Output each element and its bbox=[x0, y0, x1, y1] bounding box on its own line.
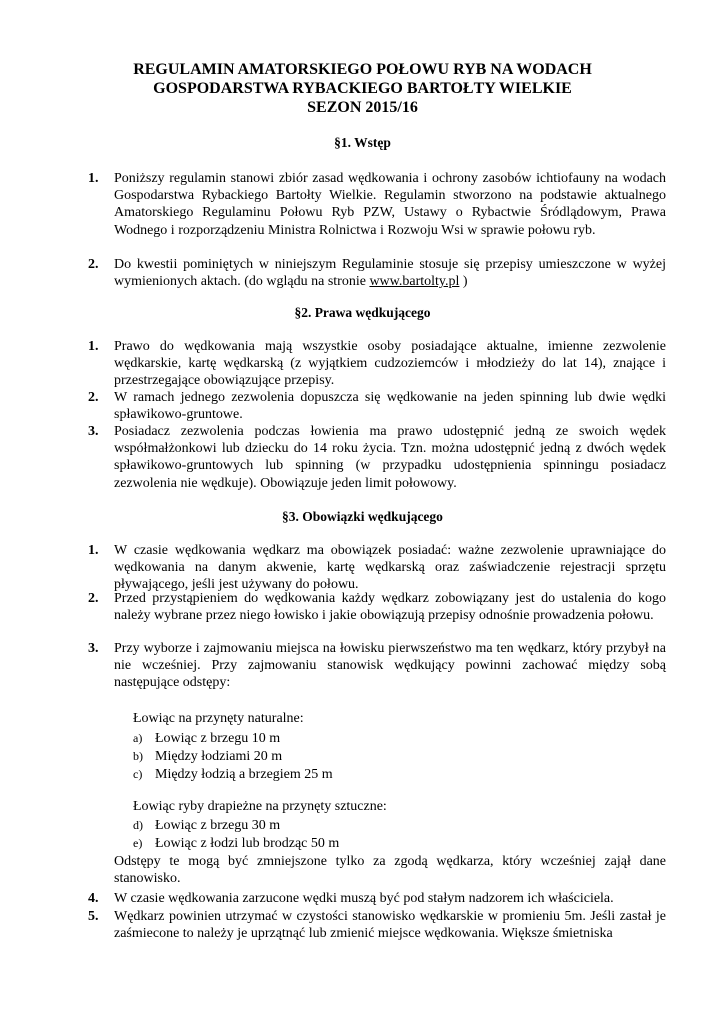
website-link[interactable]: www.bartolty.pl bbox=[369, 274, 460, 290]
item-text: Posiadacz zezwolenia podczas łowienia ma prawo udostępnić jedną ze swoich wędek współmałżonkowi lub dziecku do 14 roku życia. Tzn. można udostępnić jedną z dwóch wędek spławikowo-gruntowych lub spinning (w przypadku udostępnienia spinningu posiadacz zezwolenia nie wędkuje). Obowiązuje jeden limit połowowy. bbox=[114, 424, 666, 491]
s3-item-5 bbox=[88, 908, 666, 942]
item-text: W ramach jednego zezwolenia dopuszcza się wędkowanie na jeden spinning lub dwie wędki spławikowo-gruntowe. bbox=[114, 390, 666, 423]
item-number: 3. bbox=[88, 424, 99, 439]
distance-item-b bbox=[133, 748, 282, 765]
item-letter: d) bbox=[133, 818, 143, 832]
item-text: Łowiąc z łodzi lub brodząc 50 m bbox=[155, 836, 340, 851]
item-number: 2. bbox=[88, 591, 99, 606]
title-line-1: REGULAMIN AMATORSKIEGO POŁOWU RYB NA WODACH bbox=[133, 61, 592, 78]
item-text: Przed przystąpieniem do wędkowania każdy wędkarz zobowiązany jest do ustalenia do kogo należy wybrane przez niego łowisko i jakie obowiązują przepisy odnośnie prowadzenia połowu. bbox=[114, 591, 666, 624]
item-number: 4. bbox=[88, 891, 99, 906]
section-3-heading: §3. Obowiązki wędkującego bbox=[282, 509, 443, 524]
item-text bbox=[114, 256, 666, 290]
item-text: Między łodzią a brzegiem 25 m bbox=[155, 767, 333, 782]
s3-item-1 bbox=[88, 542, 666, 594]
document-title bbox=[0, 60, 725, 117]
item-text: Łowiąc z brzegu 10 m bbox=[155, 731, 281, 746]
item-number: 1. bbox=[88, 171, 99, 186]
section-2-heading: §2. Prawa wędkującego bbox=[294, 305, 431, 320]
item-text: Poniższy regulamin stanowi zbiór zasad wędkowania i ochrony zasobów ichtiofauny na wodach Gospodarstwa Rybackiego Bartołty Wielkie. Regulamin stworzono na podstawie aktualnego Amatorskiego Regulaminu Połowu Ryb PZW, Ustawy o Rybactwie Śródlądowym, Prawa Wodnego i rozporządzeniu Ministra Rolnictwa i Rozwoju Wsi w sprawie połowu ryb. bbox=[114, 171, 666, 238]
item-number: 3. bbox=[88, 641, 99, 656]
s2-item-2 bbox=[88, 389, 666, 423]
item-number: 2. bbox=[88, 390, 99, 405]
item-text: W czasie wędkowania zarzucone wędki muszą być pod stałym nadzorem ich właściciela. bbox=[114, 891, 614, 906]
item-number: 2. bbox=[88, 257, 99, 272]
distance-item-a bbox=[133, 730, 280, 747]
item-letter: a) bbox=[133, 731, 143, 745]
distance-item-d bbox=[133, 817, 280, 834]
item-letter: e) bbox=[133, 836, 143, 850]
item-text-before: Do kwestii pominiętych w niniejszym Regulaminie stosuje się przepisy umieszczone w wyżej wymienionych aktach. (do wglądu na stronie bbox=[114, 257, 666, 290]
item-text: Prawo do wędkowania mają wszystkie osoby posiadające aktualne, imienne zezwolenie wędkarskie, kartę wędkarską (z wyjątkiem cudzoziemców i młodzieży do lat 14), znające i przestrzegające obowiązujące przepisy. bbox=[114, 339, 666, 389]
distance-item-c bbox=[133, 766, 333, 783]
title-line-3: SEZON 2015/16 bbox=[307, 99, 418, 116]
item-number: 1. bbox=[88, 339, 99, 354]
item-text: Wędkarz powinien utrzymać w czystości stanowisko wędkarskie w promieniu 5m. Jeśli zastał je zaśmiecone to należy je uprzątnąć lub zmienić miejsce wędkowania. Większe śmietniska bbox=[114, 909, 666, 942]
s3-item-2 bbox=[88, 590, 666, 624]
s1-item-1 bbox=[88, 170, 666, 239]
s1-item-2 bbox=[88, 256, 666, 290]
item-number: 1. bbox=[88, 543, 99, 558]
s2-item-1 bbox=[88, 338, 666, 390]
artificial-bait-label: Łowiąc ryby drapieżne na przynęty sztuczne: bbox=[133, 799, 387, 814]
distance-item-e bbox=[133, 835, 339, 852]
item-text: Między łodziami 20 m bbox=[155, 749, 283, 764]
distance-note: Odstępy te mogą być zmniejszone tylko za zgodą wędkarza, który wcześniej zajął dane stanowisko. bbox=[114, 854, 666, 887]
s2-item-3 bbox=[88, 423, 666, 492]
s3-item-3 bbox=[88, 640, 666, 692]
item-number: 5. bbox=[88, 909, 99, 924]
item-text-after: ) bbox=[459, 274, 468, 290]
item-text: W czasie wędkowania wędkarz ma obowiązek posiadać: ważne zezwolenie uprawniające do wędkowania na danym akwenie, kartę wędkarską oraz zaświadczenie rejestracji sprzętu pływającego, jeśli jest używany do połowu. bbox=[114, 543, 666, 593]
item-letter: c) bbox=[133, 767, 143, 781]
item-text: Łowiąc z brzegu 30 m bbox=[155, 818, 281, 833]
item-text: Przy wyborze i zajmowaniu miejsca na łowisku pierwszeństwo ma ten wędkarz, który przybył na nie wcześniej. Przy zajmowaniu stanowisk wędkujący powinni zachować między sobą następujące odstępy: bbox=[114, 641, 666, 691]
natural-bait-label: Łowiąc na przynęty naturalne: bbox=[133, 711, 304, 726]
title-line-2: GOSPODARSTWA RYBACKIEGO BARTOŁTY WIELKIE bbox=[153, 80, 572, 97]
section-1-heading: §1. Wstęp bbox=[334, 135, 391, 150]
s3-item-4 bbox=[88, 890, 666, 907]
item-letter: b) bbox=[133, 749, 143, 763]
